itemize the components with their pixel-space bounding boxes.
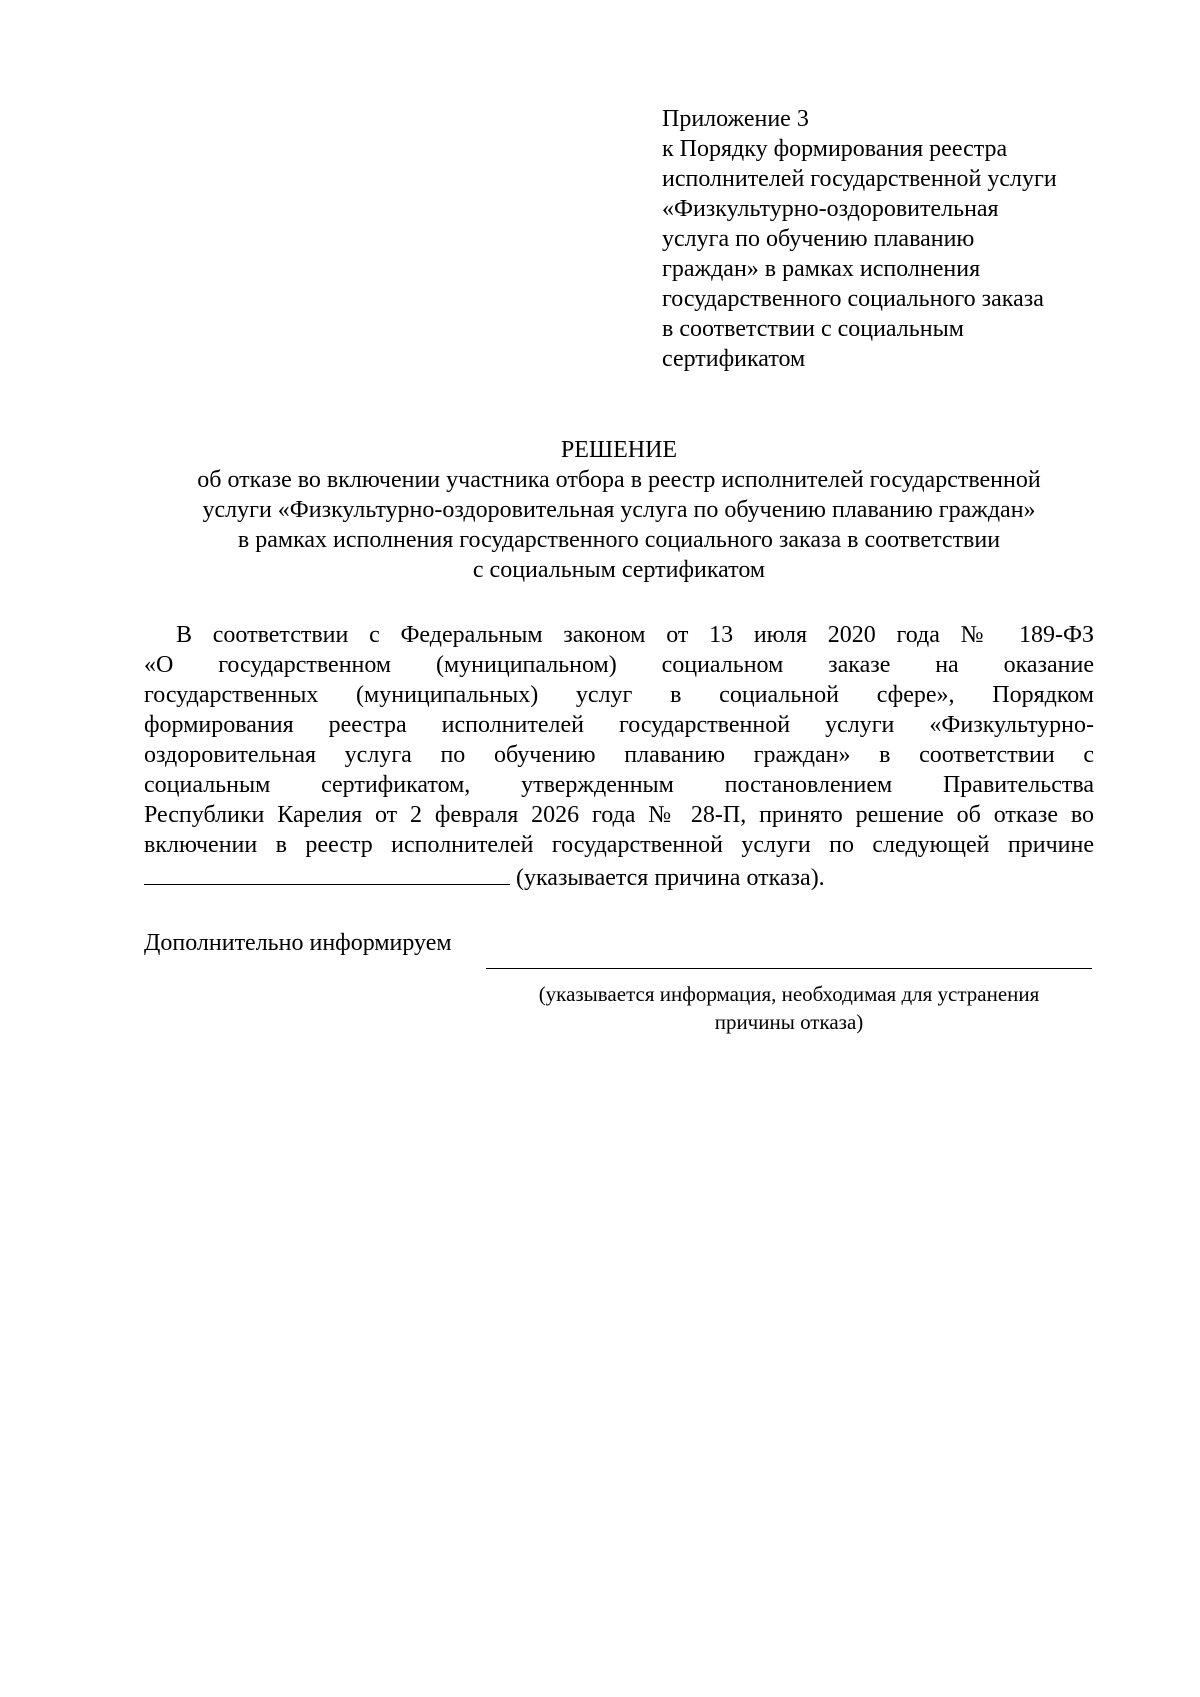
appendix-line: граждан» в рамках исполнения [662,256,981,282]
decision-paragraph [144,620,1094,890]
reason-blank-field[interactable] [144,860,510,885]
title-heading: РЕШЕНИЕ [560,437,678,463]
appendix-line: государственного социального заказа [662,286,1044,312]
additional-info-blank-field[interactable] [486,968,1092,969]
paragraph-line [144,830,1094,860]
paragraph-line [144,650,1094,680]
paragraph-line-text: «О государственном (муниципальном) социальном заказе на оказание [144,652,1094,678]
paragraph-line-text: Республики Карелия от 2 февраля 2026 года № 28-П, принято решение об отказе во [144,802,1094,828]
appendix-line: Приложение 3 [662,106,809,132]
paragraph-line-text: социальным сертификатом, утвержденным постановлением Правительства [144,772,1094,798]
paragraph-line-text: формирования реестра исполнителей государственной услуги «Физкультурно- [144,712,1094,738]
title-line: в рамках исполнения государственного социального заказа в соответствии [237,527,1001,553]
appendix-line: к Порядку формирования реестра [662,136,1008,162]
paragraph-line [144,770,1094,800]
title-line: с социальным сертификатом [472,557,766,583]
paragraph-line [144,680,1094,710]
additional-info-label: Дополнительно информируем [144,930,452,956]
paragraph-line-text: включении в реестр исполнителей государственной услуги по следующей причине [144,832,1094,858]
paragraph-line [144,620,1094,650]
appendix-line: исполнителей государственной услуги [662,166,1057,192]
appendix-line: сертификатом [662,346,806,372]
paragraph-line [144,800,1094,830]
paragraph-line-text: В соответствии с Федеральным законом от 13 июля 2020 года № 189-ФЗ [176,622,1094,648]
reason-line [144,860,1094,890]
paragraph-line [144,710,1094,740]
additional-info-hint [486,980,1092,1036]
title-line: об отказе во включении участника отбора в реестр исполнителей государственной [197,467,1041,493]
document-title [144,435,1094,585]
hint-line: (указывается информация, необходимая для устранения [538,982,1040,1006]
paragraph-line-text: государственных (муниципальных) услуг в социальной сфере», Порядком [144,682,1094,708]
appendix-line: в соответствии с социальным [662,316,964,342]
appendix-line: услуга по обучению плаванию [662,226,975,252]
appendix-header [662,104,1102,374]
paragraph-line [144,740,1094,770]
reason-hint: (указывается причина отказа). [516,865,825,891]
title-line: услуги «Физкультурно-оздоровительная услуга по обучению плаванию граждан» [202,497,1036,523]
paragraph-line-text: оздоровительная услуга по обучению плаванию граждан» в соответствии с [144,742,1094,768]
appendix-line: «Физкультурно-оздоровительная [662,196,999,222]
hint-line: причины отказа) [714,1010,864,1034]
